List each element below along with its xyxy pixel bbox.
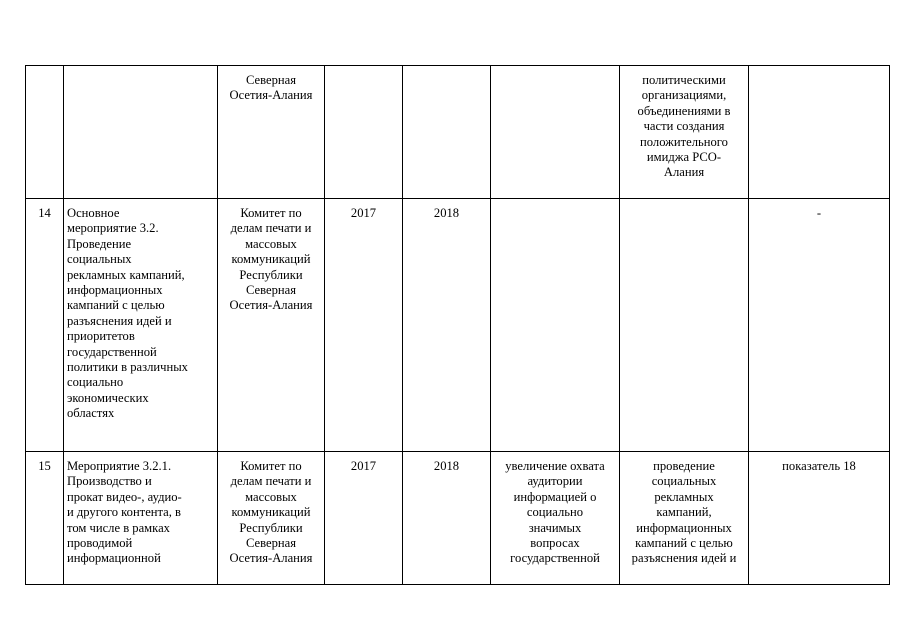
indicator <box>749 66 890 199</box>
measure-name: Мероприятие 3.2.1. Производство и прокат видео-, аудио- и другого контента, в том числе в рамках проводимой информационной <box>64 452 218 585</box>
expected-result <box>491 66 620 199</box>
row-number <box>26 66 64 199</box>
executor: Комитет по делам печати и массовых коммуникаций Республики Северная Осетия-Алания <box>218 199 325 452</box>
row-number: 14 <box>26 199 64 452</box>
executor: Северная Осетия-Алания <box>218 66 325 199</box>
end-year <box>403 66 491 199</box>
start-year: 2017 <box>325 199 403 452</box>
program-table <box>25 65 890 585</box>
table-row <box>26 66 890 199</box>
start-year: 2017 <box>325 452 403 585</box>
indicator: показатель 18 <box>749 452 890 585</box>
indicator: - <box>749 199 890 452</box>
measure-name: Основное мероприятие 3.2. Проведение социальных рекламных кампаний, информационных кампаний с целью разъяснения идей и приоритетов государственной политики в различных социально экономических областях <box>64 199 218 452</box>
table-row <box>26 199 890 452</box>
expected-result: увеличение охвата аудитории информацией о социально значимых вопросах государственной <box>491 452 620 585</box>
connection-text: проведение социальных рекламных кампаний, информационных кампаний с целью разъяснения идей и <box>620 452 749 585</box>
expected-result <box>491 199 620 452</box>
connection-text: политическими организациями, объединениями в части создания положительного имиджа РСО- Алания <box>620 66 749 199</box>
row-number: 15 <box>26 452 64 585</box>
end-year: 2018 <box>403 199 491 452</box>
start-year <box>325 66 403 199</box>
connection-text <box>620 199 749 452</box>
end-year: 2018 <box>403 452 491 585</box>
executor: Комитет по делам печати и массовых коммуникаций Республики Северная Осетия-Алания <box>218 452 325 585</box>
measure-name <box>64 66 218 199</box>
table-row <box>26 452 890 585</box>
